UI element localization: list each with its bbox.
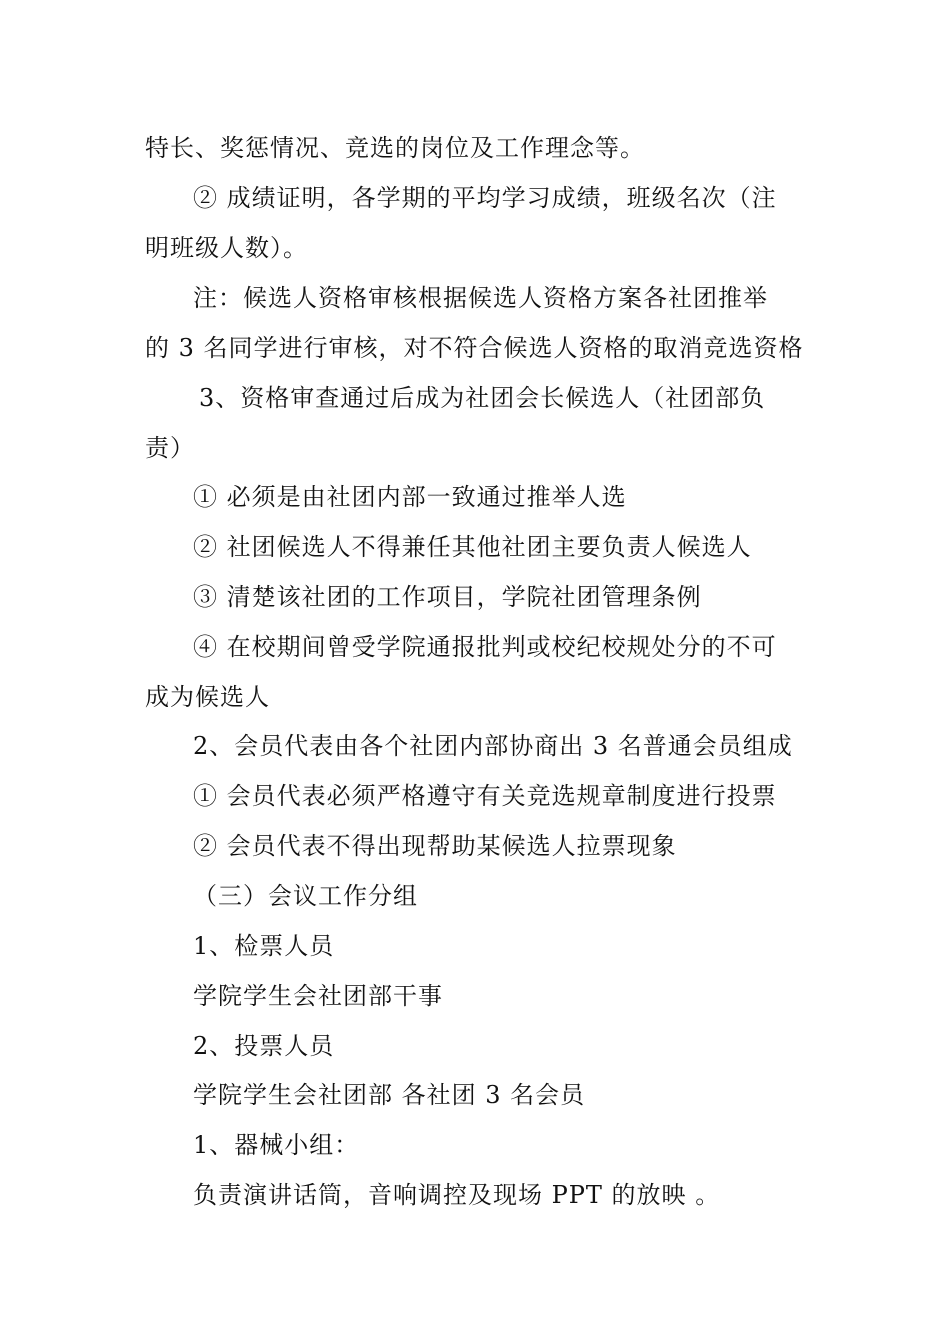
list-item: ② 社团候选人不得兼任其他社团主要负责人候选人 xyxy=(193,533,752,561)
section-heading: 3、资格审查通过后成为社团会长候选人（社团部负 xyxy=(199,384,766,412)
section-heading: （三）会议工作分组 xyxy=(193,882,418,910)
paragraph-line: 成为候选人 xyxy=(145,683,270,711)
list-item: ① 必须是由社团内部一致通过推举人选 xyxy=(193,483,627,511)
paragraph-line: 特长、奖惩情况、竞选的岗位及工作理念等。 xyxy=(145,134,645,162)
list-item: ② 会员代表不得出现帮助某候选人拉票现象 xyxy=(193,832,677,860)
list-item: ① 会员代表必须严格遵守有关竞选规章制度进行投票 xyxy=(193,782,777,810)
list-item: ④ 在校期间曾受学院通报批判或校纪校规处分的不可 xyxy=(193,633,777,661)
subsection-heading: 2、投票人员 xyxy=(193,1032,335,1060)
paragraph-line: 明班级人数）。 xyxy=(145,234,308,262)
note-line: 的 3 名同学进行审核，对不符合候选人资格的取消竞选资格 xyxy=(145,334,804,362)
paragraph-line: 学院学生会社团部干事 xyxy=(193,982,443,1010)
paragraph-line: 负责演讲话筒，音响调控及现场 PPT 的放映 。 xyxy=(193,1181,721,1209)
subsection-heading: 1、检票人员 xyxy=(193,932,335,960)
note-line: 注：候选人资格审核根据候选人资格方案各社团推举 xyxy=(193,284,768,312)
list-item: ③ 清楚该社团的工作项目，学院社团管理条例 xyxy=(193,583,702,611)
subsection-heading: 1、器械小组： xyxy=(193,1131,360,1159)
paragraph-line: 责） xyxy=(145,434,195,462)
paragraph-line: 学院学生会社团部 各社团 3 名会员 xyxy=(193,1081,586,1109)
section-heading: 2、会员代表由各个社团内部协商出 3 名普通会员组成 xyxy=(193,732,793,760)
paragraph-line: ② 成绩证明，各学期的平均学习成绩，班级名次（注 xyxy=(193,184,777,212)
